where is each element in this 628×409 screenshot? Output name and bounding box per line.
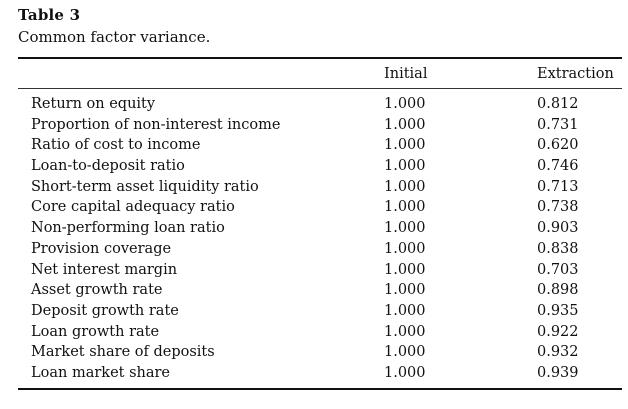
initial-value: 1.000 xyxy=(384,240,426,257)
table-row xyxy=(0,135,628,156)
row-label: Non-performing loan ratio xyxy=(31,220,225,237)
extraction-value: 0.731 xyxy=(537,116,579,133)
row-label: Ratio of cost to income xyxy=(31,137,201,154)
row-label: Proportion of non-interest income xyxy=(31,116,281,133)
row-label: Loan-to-deposit ratio xyxy=(31,158,185,175)
table-row xyxy=(0,363,628,384)
table-row xyxy=(0,115,628,136)
initial-value: 1.000 xyxy=(384,158,426,175)
table-caption: Common factor variance. xyxy=(18,28,211,46)
table-row xyxy=(0,156,628,177)
initial-value: 1.000 xyxy=(384,302,426,319)
extraction-value: 0.746 xyxy=(537,158,579,175)
table-label: Table 3 xyxy=(18,6,81,24)
table-row xyxy=(0,342,628,363)
table-row xyxy=(0,301,628,322)
extraction-value: 0.932 xyxy=(537,344,579,361)
row-label: Return on equity xyxy=(31,96,156,112)
row-label: Loan growth rate xyxy=(31,323,160,340)
extraction-value: 0.812 xyxy=(537,96,579,112)
table-row xyxy=(0,177,628,198)
table-row xyxy=(0,322,628,343)
row-label: Short-term asset liquidity ratio xyxy=(31,178,259,195)
extraction-value: 0.838 xyxy=(537,240,579,257)
extraction-value: 0.903 xyxy=(537,220,579,237)
table-row xyxy=(0,197,628,218)
extraction-value: 0.898 xyxy=(537,282,579,299)
extraction-value: 0.620 xyxy=(537,137,579,154)
initial-value: 1.000 xyxy=(384,323,426,340)
initial-value: 1.000 xyxy=(384,344,426,361)
row-label: Loan market share xyxy=(31,364,171,381)
extraction-value: 0.939 xyxy=(537,364,579,381)
column-header-initial: Initial xyxy=(384,66,428,82)
initial-value: 1.000 xyxy=(384,137,426,154)
table-row xyxy=(0,94,628,115)
row-label: Net interest margin xyxy=(31,261,178,278)
table-row xyxy=(0,218,628,239)
extraction-value: 0.713 xyxy=(537,178,579,195)
header-rule xyxy=(18,88,622,89)
table-body xyxy=(0,94,628,384)
extraction-value: 0.935 xyxy=(537,302,579,319)
initial-value: 1.000 xyxy=(384,364,426,381)
extraction-value: 0.922 xyxy=(537,323,579,340)
initial-value: 1.000 xyxy=(384,178,426,195)
row-label: Asset growth rate xyxy=(31,282,163,299)
column-header-extraction: Extraction xyxy=(537,66,614,82)
extraction-value: 0.738 xyxy=(537,199,579,216)
initial-value: 1.000 xyxy=(384,261,426,278)
bottom-rule xyxy=(18,388,622,390)
initial-value: 1.000 xyxy=(384,116,426,133)
top-rule xyxy=(18,57,622,59)
initial-value: 1.000 xyxy=(384,220,426,237)
initial-value: 1.000 xyxy=(384,199,426,216)
extraction-value: 0.703 xyxy=(537,261,579,278)
table-row xyxy=(0,260,628,281)
row-label: Market share of deposits xyxy=(31,344,215,361)
table-row xyxy=(0,239,628,260)
table-row xyxy=(0,280,628,301)
initial-value: 1.000 xyxy=(384,96,426,112)
row-label: Provision coverage xyxy=(31,240,172,257)
row-label: Core capital adequacy ratio xyxy=(31,199,235,216)
initial-value: 1.000 xyxy=(384,282,426,299)
row-label: Deposit growth rate xyxy=(31,302,179,319)
